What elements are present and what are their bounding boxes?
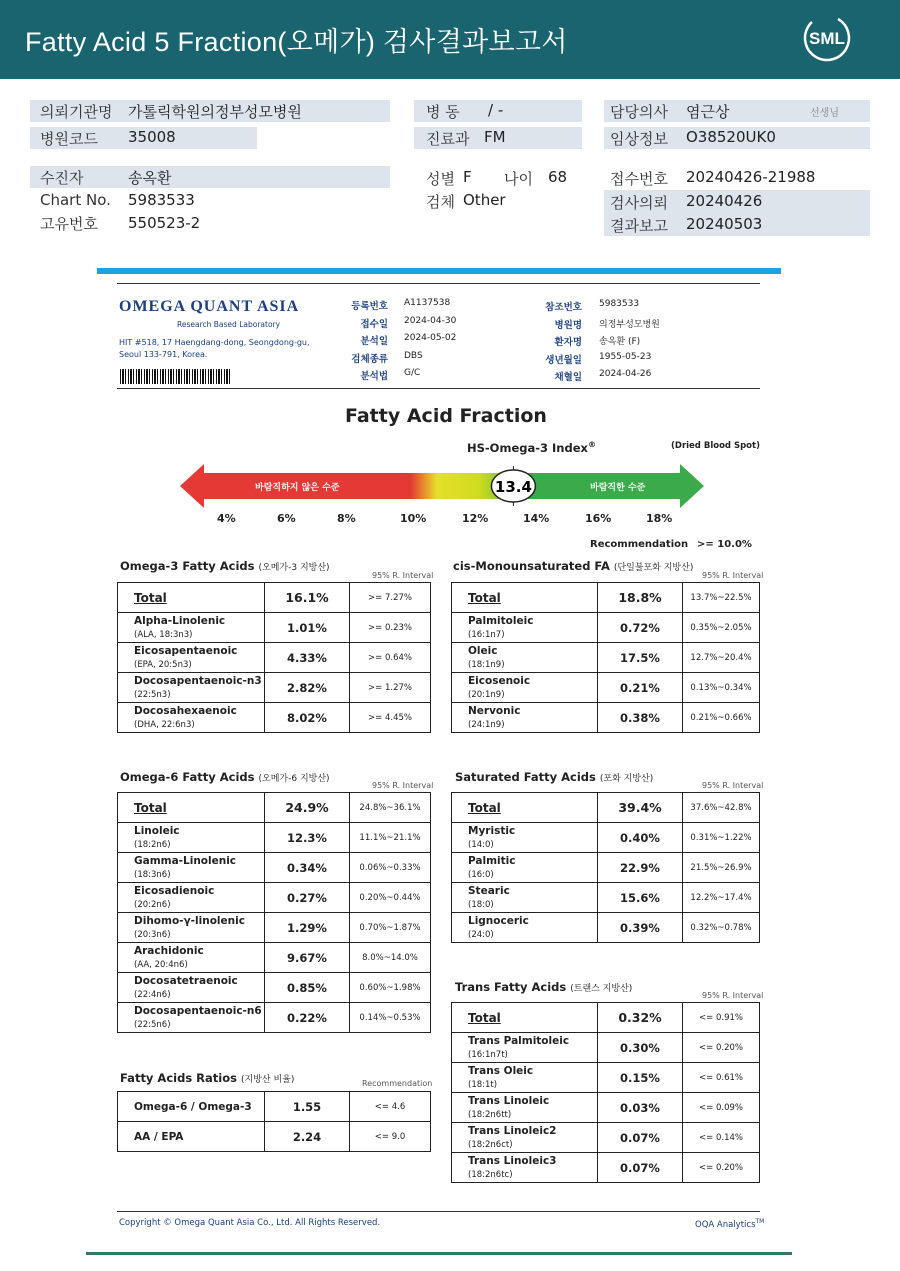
report-label: 결과보고	[610, 217, 668, 235]
chart-no-label: Chart No.	[40, 191, 111, 209]
fatty-acid-name	[452, 793, 598, 823]
bottom-rule	[86, 1252, 792, 1255]
result-value: 0.22%	[265, 1003, 350, 1033]
table-row	[452, 1123, 760, 1153]
reference-range: <= 9.0	[350, 1122, 431, 1152]
footer-rule	[117, 1211, 760, 1212]
patient-name-label: 수진자	[40, 169, 84, 187]
lab-field-label: 분석일	[360, 336, 388, 347]
fatty-acid-label: Gamma-Linolenic	[134, 854, 237, 867]
reference-range: <= 0.20%	[683, 1033, 760, 1063]
result-value: 0.07%	[598, 1153, 683, 1183]
fatty-acid-name	[118, 583, 265, 613]
fatty-acid-label: Trans Palmitoleic	[468, 1034, 570, 1047]
dept-value: FM	[484, 128, 506, 146]
fatty-acid-code: (18:0)	[468, 899, 494, 910]
fatty-acid-name	[118, 1003, 265, 1033]
fatty-acid-name	[452, 913, 598, 943]
lab-field-value: A1137538	[404, 298, 451, 308]
lab-field-value: 5983533	[599, 299, 640, 309]
result-value: 0.85%	[265, 973, 350, 1003]
omega3-index-subtitle	[467, 440, 596, 455]
lab-field-label: 환자명	[554, 337, 582, 348]
fatty-acid-name	[118, 793, 265, 823]
fatty-acid-name	[452, 1063, 598, 1093]
lab-field-label: 참조번호	[545, 302, 582, 313]
omega3-title-text: Omega-3 Fatty Acids	[120, 559, 255, 573]
fatty-acid-name	[452, 1003, 598, 1033]
reference-range: 0.32%~0.78%	[683, 913, 760, 943]
table-row	[118, 823, 431, 853]
lab-field-value: DBS	[404, 350, 423, 361]
lab-name: OMEGA QUANT ASIA	[119, 298, 300, 315]
index-value: 13.4	[494, 478, 532, 496]
request-label: 검사의뢰	[610, 194, 668, 212]
fatty-acid-code: (18:1t)	[468, 1079, 498, 1090]
reference-range: 0.20%~0.44%	[350, 883, 431, 913]
table-row	[118, 1003, 431, 1033]
fatty-acid-name	[118, 853, 265, 883]
reference-range: >= 0.64%	[350, 643, 431, 673]
fatty-acid-name	[118, 1122, 265, 1152]
table-row	[452, 643, 760, 673]
fatty-acid-label: Docosahexaenoic	[134, 704, 237, 717]
footer-copyright: Copyright © Omega Quant Asia Co., Ltd. All Rights Reserved.	[119, 1218, 381, 1228]
lab-field-label: 채혈일	[554, 372, 582, 383]
sfa-sub: (포화 지방산)	[599, 774, 654, 784]
omega6-title-text: Omega-6 Fatty Acids	[120, 770, 255, 784]
reference-range: <= 0.61%	[683, 1063, 760, 1093]
lab-address-2: Seoul 133-791, Korea.	[119, 350, 208, 359]
specimen-value: Other	[463, 191, 506, 209]
age-label: 나이	[504, 170, 533, 188]
brand-tm: TM	[755, 1218, 765, 1225]
fatty-acid-name	[118, 883, 265, 913]
fatty-acid-name	[452, 1153, 598, 1183]
reference-range: <= 4.6	[350, 1092, 431, 1122]
result-value: 0.21%	[598, 673, 683, 703]
table-row	[118, 913, 431, 943]
fatty-acid-label: Dihomo-γ-linolenic	[134, 914, 245, 927]
reference-range: <= 0.91%	[683, 1003, 760, 1033]
mufa-title	[453, 559, 693, 573]
fatty-acid-label: Docosapentaenoic-n6	[134, 1004, 262, 1017]
fatty-acid-name	[452, 583, 598, 613]
table-row	[452, 853, 760, 883]
table-row	[118, 973, 431, 1003]
trans-table	[451, 1002, 760, 1183]
fatty-acid-code: (EPA, 20:5n3)	[134, 659, 192, 670]
lab-field-value: 송옥환 (F)	[599, 337, 641, 347]
fatty-acid-label: Alpha-Linolenic	[134, 614, 226, 627]
fatty-acid-name	[452, 1093, 598, 1123]
result-value: 0.30%	[598, 1033, 683, 1063]
reference-range: 0.06%~0.33%	[350, 853, 431, 883]
fatty-acid-label: Total	[134, 590, 167, 605]
ratios-title-text: Fatty Acids Ratios	[120, 1071, 237, 1085]
table-row	[452, 1153, 760, 1183]
gauge-tick-label: 14%	[523, 512, 550, 525]
result-value: 0.39%	[598, 913, 683, 943]
receipt-value: 20240426-21988	[686, 168, 816, 186]
report-title: Fatty Acid 5 Fraction(오메가) 검사결과보고서	[25, 27, 568, 57]
reference-range: 12.2%~17.4%	[683, 883, 760, 913]
fatty-acid-label: Total	[468, 590, 501, 605]
patient-name-value: 송옥환	[128, 169, 172, 187]
result-value: 4.33%	[265, 643, 350, 673]
index-gauge	[178, 460, 706, 512]
reference-range: 0.21%~0.66%	[683, 703, 760, 733]
fatty-acid-name	[452, 1033, 598, 1063]
fatty-acid-label: Trans Oleic	[468, 1064, 534, 1077]
ward-value: / -	[488, 101, 504, 119]
reference-range: >= 0.23%	[350, 613, 431, 643]
subtitle-text: HS-Omega-3 Index	[467, 440, 588, 455]
reference-range: 0.14%~0.53%	[350, 1003, 431, 1033]
chart-no-value: 5983533	[128, 191, 195, 209]
fatty-acid-code: (18:2n6tt)	[468, 1109, 512, 1120]
result-value: 1.55	[265, 1092, 350, 1122]
gauge-tick-label: 10%	[400, 512, 427, 525]
fatty-acid-label: Oleic	[468, 644, 498, 657]
table-row	[118, 613, 431, 643]
doctor-label: 담당의사	[610, 103, 668, 121]
index-marker	[491, 466, 535, 506]
table-row	[452, 823, 760, 853]
result-value: 0.27%	[265, 883, 350, 913]
fatty-acid-label: Trans Linoleic2	[468, 1124, 557, 1137]
sex-value: F	[463, 168, 472, 186]
fatty-acid-name	[118, 913, 265, 943]
doctor-suffix: 선생님	[810, 108, 839, 119]
lab-field-label: 접수일	[360, 318, 388, 330]
omega6-table	[117, 792, 431, 1033]
fatty-acid-label: Trans Linoleic	[468, 1094, 550, 1107]
table-row	[452, 883, 760, 913]
fatty-acid-code: (AA, 20:4n6)	[134, 959, 188, 970]
omega6-title	[120, 770, 330, 784]
bad-label: 바람직하지 않은 수준	[255, 483, 340, 493]
lab-field-label: 분석법	[360, 371, 388, 382]
lab-field-value: 2024-04-30	[404, 315, 457, 326]
fatty-acid-label: Total	[468, 1010, 501, 1025]
ratios-sub: (지방산 비율)	[241, 1075, 295, 1085]
fatty-acid-code: (24:1n9)	[468, 719, 505, 730]
fatty-acid-label: Palmitoleic	[468, 614, 534, 627]
hospital-code-value: 35008	[128, 128, 176, 146]
result-value: 0.40%	[598, 823, 683, 853]
reference-range: <= 0.20%	[683, 1153, 760, 1183]
omega3-title	[120, 559, 330, 573]
uid-label: 고유번호	[40, 215, 98, 233]
fatty-acid-code: (18:2n6ct)	[468, 1139, 513, 1150]
receipt-label: 접수번호	[610, 170, 668, 188]
lab-field-value: 1955-05-23	[599, 351, 652, 362]
fatty-acid-label: Palmitic	[468, 854, 516, 867]
fatty-acid-label: Omega-6 / Omega-3	[134, 1100, 252, 1113]
result-value: 2.82%	[265, 673, 350, 703]
fatty-acid-label: Docosapentaenoic-n3	[134, 674, 262, 687]
ri-label: 95% R. Interval	[372, 781, 434, 790]
fatty-acid-label: Arachidonic	[134, 944, 204, 957]
result-value: 18.8%	[598, 583, 683, 613]
result-value: 22.9%	[598, 853, 683, 883]
hospital-code-label: 병원코드	[40, 130, 98, 148]
fatty-acid-name	[118, 943, 265, 973]
lab-field-value: 2024-04-26	[599, 369, 652, 379]
footer-brand	[695, 1218, 764, 1230]
fraction-title: Fatty Acid Fraction	[345, 405, 547, 427]
fatty-acid-name	[452, 703, 598, 733]
reference-range: 13.7%~22.5%	[683, 583, 760, 613]
gauge-tick-label: 8%	[337, 512, 356, 525]
fatty-acid-code: (18:2n6tc)	[468, 1169, 513, 1180]
trans-title	[455, 980, 632, 994]
result-value: 2.24	[265, 1122, 350, 1152]
fatty-acid-code: (22:5n6)	[134, 1019, 171, 1030]
gauge-tick-label: 12%	[462, 512, 489, 525]
clinical-value: O38520UK0	[686, 128, 776, 146]
mufa-table	[451, 582, 760, 733]
dept-label: 진료과	[426, 130, 470, 148]
doctor-value: 염근상	[686, 103, 730, 121]
fatty-acid-name	[452, 643, 598, 673]
table-row	[118, 583, 431, 613]
fatty-acid-code: (ALA, 18:3n3)	[134, 629, 193, 640]
table-row	[118, 673, 431, 703]
table-row	[452, 1003, 760, 1033]
ri-label: 95% R. Interval	[702, 571, 764, 580]
result-value: 16.1%	[265, 583, 350, 613]
result-value: 0.32%	[598, 1003, 683, 1033]
lab-field-value: 2024-05-02	[404, 333, 457, 343]
ratios-title	[120, 1071, 294, 1085]
fatty-acid-label: Eicosadienoic	[134, 884, 215, 897]
fatty-acid-label: Stearic	[468, 884, 510, 897]
ri-label: 95% R. Interval	[702, 781, 764, 790]
recommendation-label: Recommendation	[590, 539, 689, 550]
table-row	[118, 1122, 431, 1152]
ri-label: 95% R. Interval	[702, 991, 764, 1000]
result-value: 1.29%	[265, 913, 350, 943]
lab-field-label: 등록번호	[351, 301, 388, 312]
fatty-acid-name	[118, 703, 265, 733]
lab-field-value: G/C	[404, 368, 421, 378]
table-row	[452, 613, 760, 643]
result-value: 0.03%	[598, 1093, 683, 1123]
divider-bar	[97, 268, 781, 274]
fatty-acid-label: Eicosenoic	[468, 674, 531, 687]
sml-logo	[796, 13, 858, 63]
age-value: 68	[548, 168, 568, 186]
result-value: 17.5%	[598, 643, 683, 673]
table-row	[452, 1063, 760, 1093]
sample-type: (Dried Blood Spot)	[671, 441, 760, 451]
result-value: 8.02%	[265, 703, 350, 733]
fatty-acid-name	[118, 973, 265, 1003]
reference-range: 0.60%~1.98%	[350, 973, 431, 1003]
report-value: 20240503	[686, 215, 763, 233]
fatty-acid-code: (20:2n6)	[134, 899, 171, 910]
result-value: 9.67%	[265, 943, 350, 973]
table-row	[118, 883, 431, 913]
result-value: 1.01%	[265, 613, 350, 643]
lab-address-1: HIT #518, 17 Haengdang-dong, Seongdong-gu,	[119, 338, 310, 347]
result-value: 39.4%	[598, 793, 683, 823]
lab-tagline: Research Based Laboratory	[177, 320, 281, 329]
table-row	[118, 943, 431, 973]
table-row	[452, 913, 760, 943]
result-value: 0.72%	[598, 613, 683, 643]
reg-mark: ®	[587, 440, 596, 449]
reference-range: <= 0.14%	[683, 1123, 760, 1153]
table-row	[118, 703, 431, 733]
fatty-acid-code: (20:1n9)	[468, 689, 505, 700]
lab-field-label: 생년월일	[545, 354, 582, 366]
fatty-acid-label: Lignoceric	[468, 914, 529, 927]
recommendation-value: >= 10.0%	[697, 539, 752, 550]
fatty-acid-label: Total	[468, 800, 501, 815]
fatty-acid-name	[452, 823, 598, 853]
table-row	[452, 673, 760, 703]
fatty-acid-code: (24:0)	[468, 929, 494, 940]
fatty-acid-code: (22:5n3)	[134, 689, 171, 700]
trans-sub: (트랜스 지방산)	[570, 984, 633, 994]
clinical-label: 임상정보	[610, 130, 668, 148]
ratios-table	[117, 1091, 431, 1152]
result-value: 0.07%	[598, 1123, 683, 1153]
brand-text: OQA Analytics	[695, 1219, 756, 1230]
logo-text: SML	[809, 29, 845, 48]
lab-field-label: 검체종류	[351, 353, 388, 365]
fatty-acid-name	[452, 1123, 598, 1153]
fatty-acid-label: AA / EPA	[134, 1130, 184, 1143]
good-label: 바람직한 수준	[590, 483, 646, 493]
result-value: 15.6%	[598, 883, 683, 913]
mufa-title-text: cis-Monounsaturated FA	[453, 559, 610, 573]
fatty-acid-label: Docosatetraenoic	[134, 974, 238, 987]
omega3-sub: (오메가-3 지방산)	[258, 563, 330, 573]
table-row	[452, 703, 760, 733]
table-row	[452, 583, 760, 613]
fatty-acid-name	[118, 643, 265, 673]
sfa-title	[455, 770, 653, 784]
reference-range: 12.7%~20.4%	[683, 643, 760, 673]
reference-range: 0.31%~1.22%	[683, 823, 760, 853]
reference-range: 0.70%~1.87%	[350, 913, 431, 943]
fatty-acid-label: Nervonic	[468, 704, 521, 717]
reference-range: 11.1%~21.1%	[350, 823, 431, 853]
gauge-tick-label: 18%	[646, 512, 673, 525]
gauge-tick-label: 6%	[277, 512, 296, 525]
ward-label: 병 동	[426, 103, 460, 121]
fatty-acid-code: (18:2n6)	[134, 839, 171, 850]
reference-range: 37.6%~42.8%	[683, 793, 760, 823]
reference-range: >= 7.27%	[350, 583, 431, 613]
result-value: 0.38%	[598, 703, 683, 733]
result-value: 24.9%	[265, 793, 350, 823]
gauge-tick-label: 4%	[217, 512, 236, 525]
uid-value: 550523-2	[128, 214, 201, 232]
result-value: 12.3%	[265, 823, 350, 853]
institution-label: 의뢰기관명	[40, 103, 113, 121]
reference-range: 0.13%~0.34%	[683, 673, 760, 703]
result-value: 0.15%	[598, 1063, 683, 1093]
reference-range: 24.8%~36.1%	[350, 793, 431, 823]
trans-title-text: Trans Fatty Acids	[455, 980, 567, 994]
fatty-acid-name	[452, 853, 598, 883]
request-value: 20240426	[686, 192, 763, 210]
table-row	[118, 853, 431, 883]
sfa-title-text: Saturated Fatty Acids	[455, 770, 596, 784]
fatty-acid-label: Linoleic	[134, 824, 180, 837]
table-row	[118, 643, 431, 673]
table-row	[118, 793, 431, 823]
fatty-acid-label: Total	[134, 800, 167, 815]
fatty-acid-code: (16:0)	[468, 869, 494, 880]
fatty-acid-name	[452, 883, 598, 913]
fatty-acid-name	[118, 613, 265, 643]
fatty-acid-name	[452, 673, 598, 703]
table-row	[452, 793, 760, 823]
reference-range: 21.5%~26.9%	[683, 853, 760, 883]
table-row	[452, 1033, 760, 1063]
fatty-acid-code: (DHA, 22:6n3)	[134, 719, 195, 730]
reference-range: 8.0%~14.0%	[350, 943, 431, 973]
omega6-sub: (오메가-6 지방산)	[258, 774, 330, 784]
fatty-acid-label: Eicosapentaenoic	[134, 644, 238, 657]
fatty-acid-code: (20:3n6)	[134, 929, 171, 940]
fatty-acid-name	[118, 1092, 265, 1122]
barcode	[120, 369, 230, 384]
table-row	[118, 1092, 431, 1122]
fatty-acid-name	[452, 613, 598, 643]
lab-field-value: 의정부성모병원	[599, 319, 660, 330]
result-value: 0.34%	[265, 853, 350, 883]
reference-range: <= 0.09%	[683, 1093, 760, 1123]
sex-label: 성별	[426, 170, 455, 188]
fatty-acid-name	[118, 823, 265, 853]
reference-range: 0.35%~2.05%	[683, 613, 760, 643]
ri-label: 95% R. Interval	[372, 571, 434, 580]
ratios-rec-label: Recommendation	[362, 1079, 433, 1088]
info-bar	[30, 166, 390, 188]
reference-range: >= 1.27%	[350, 673, 431, 703]
fatty-acid-code: (18:1n9)	[468, 659, 505, 670]
mufa-sub: (단일불포화 지방산)	[613, 563, 694, 573]
reference-range: >= 4.45%	[350, 703, 431, 733]
table-row	[452, 1093, 760, 1123]
fatty-acid-name	[118, 673, 265, 703]
specimen-label: 검체	[426, 193, 455, 211]
fatty-acid-label: Trans Linoleic3	[468, 1154, 557, 1167]
fatty-acid-code: (16:1n7t)	[468, 1049, 508, 1060]
fatty-acid-label: Myristic	[468, 824, 516, 837]
fatty-acid-code: (18:3n6)	[134, 869, 171, 880]
fatty-acid-code: (14:0)	[468, 839, 494, 850]
institution-value: 가톨릭학원의정부성모병원	[128, 103, 302, 121]
fatty-acid-code: (22:4n6)	[134, 989, 171, 1000]
gauge-tick-label: 16%	[585, 512, 612, 525]
fatty-acid-code: (16:1n7)	[468, 629, 505, 640]
sfa-table	[451, 792, 760, 943]
lab-field-label: 병원명	[554, 319, 582, 331]
omega3-table	[117, 582, 431, 733]
